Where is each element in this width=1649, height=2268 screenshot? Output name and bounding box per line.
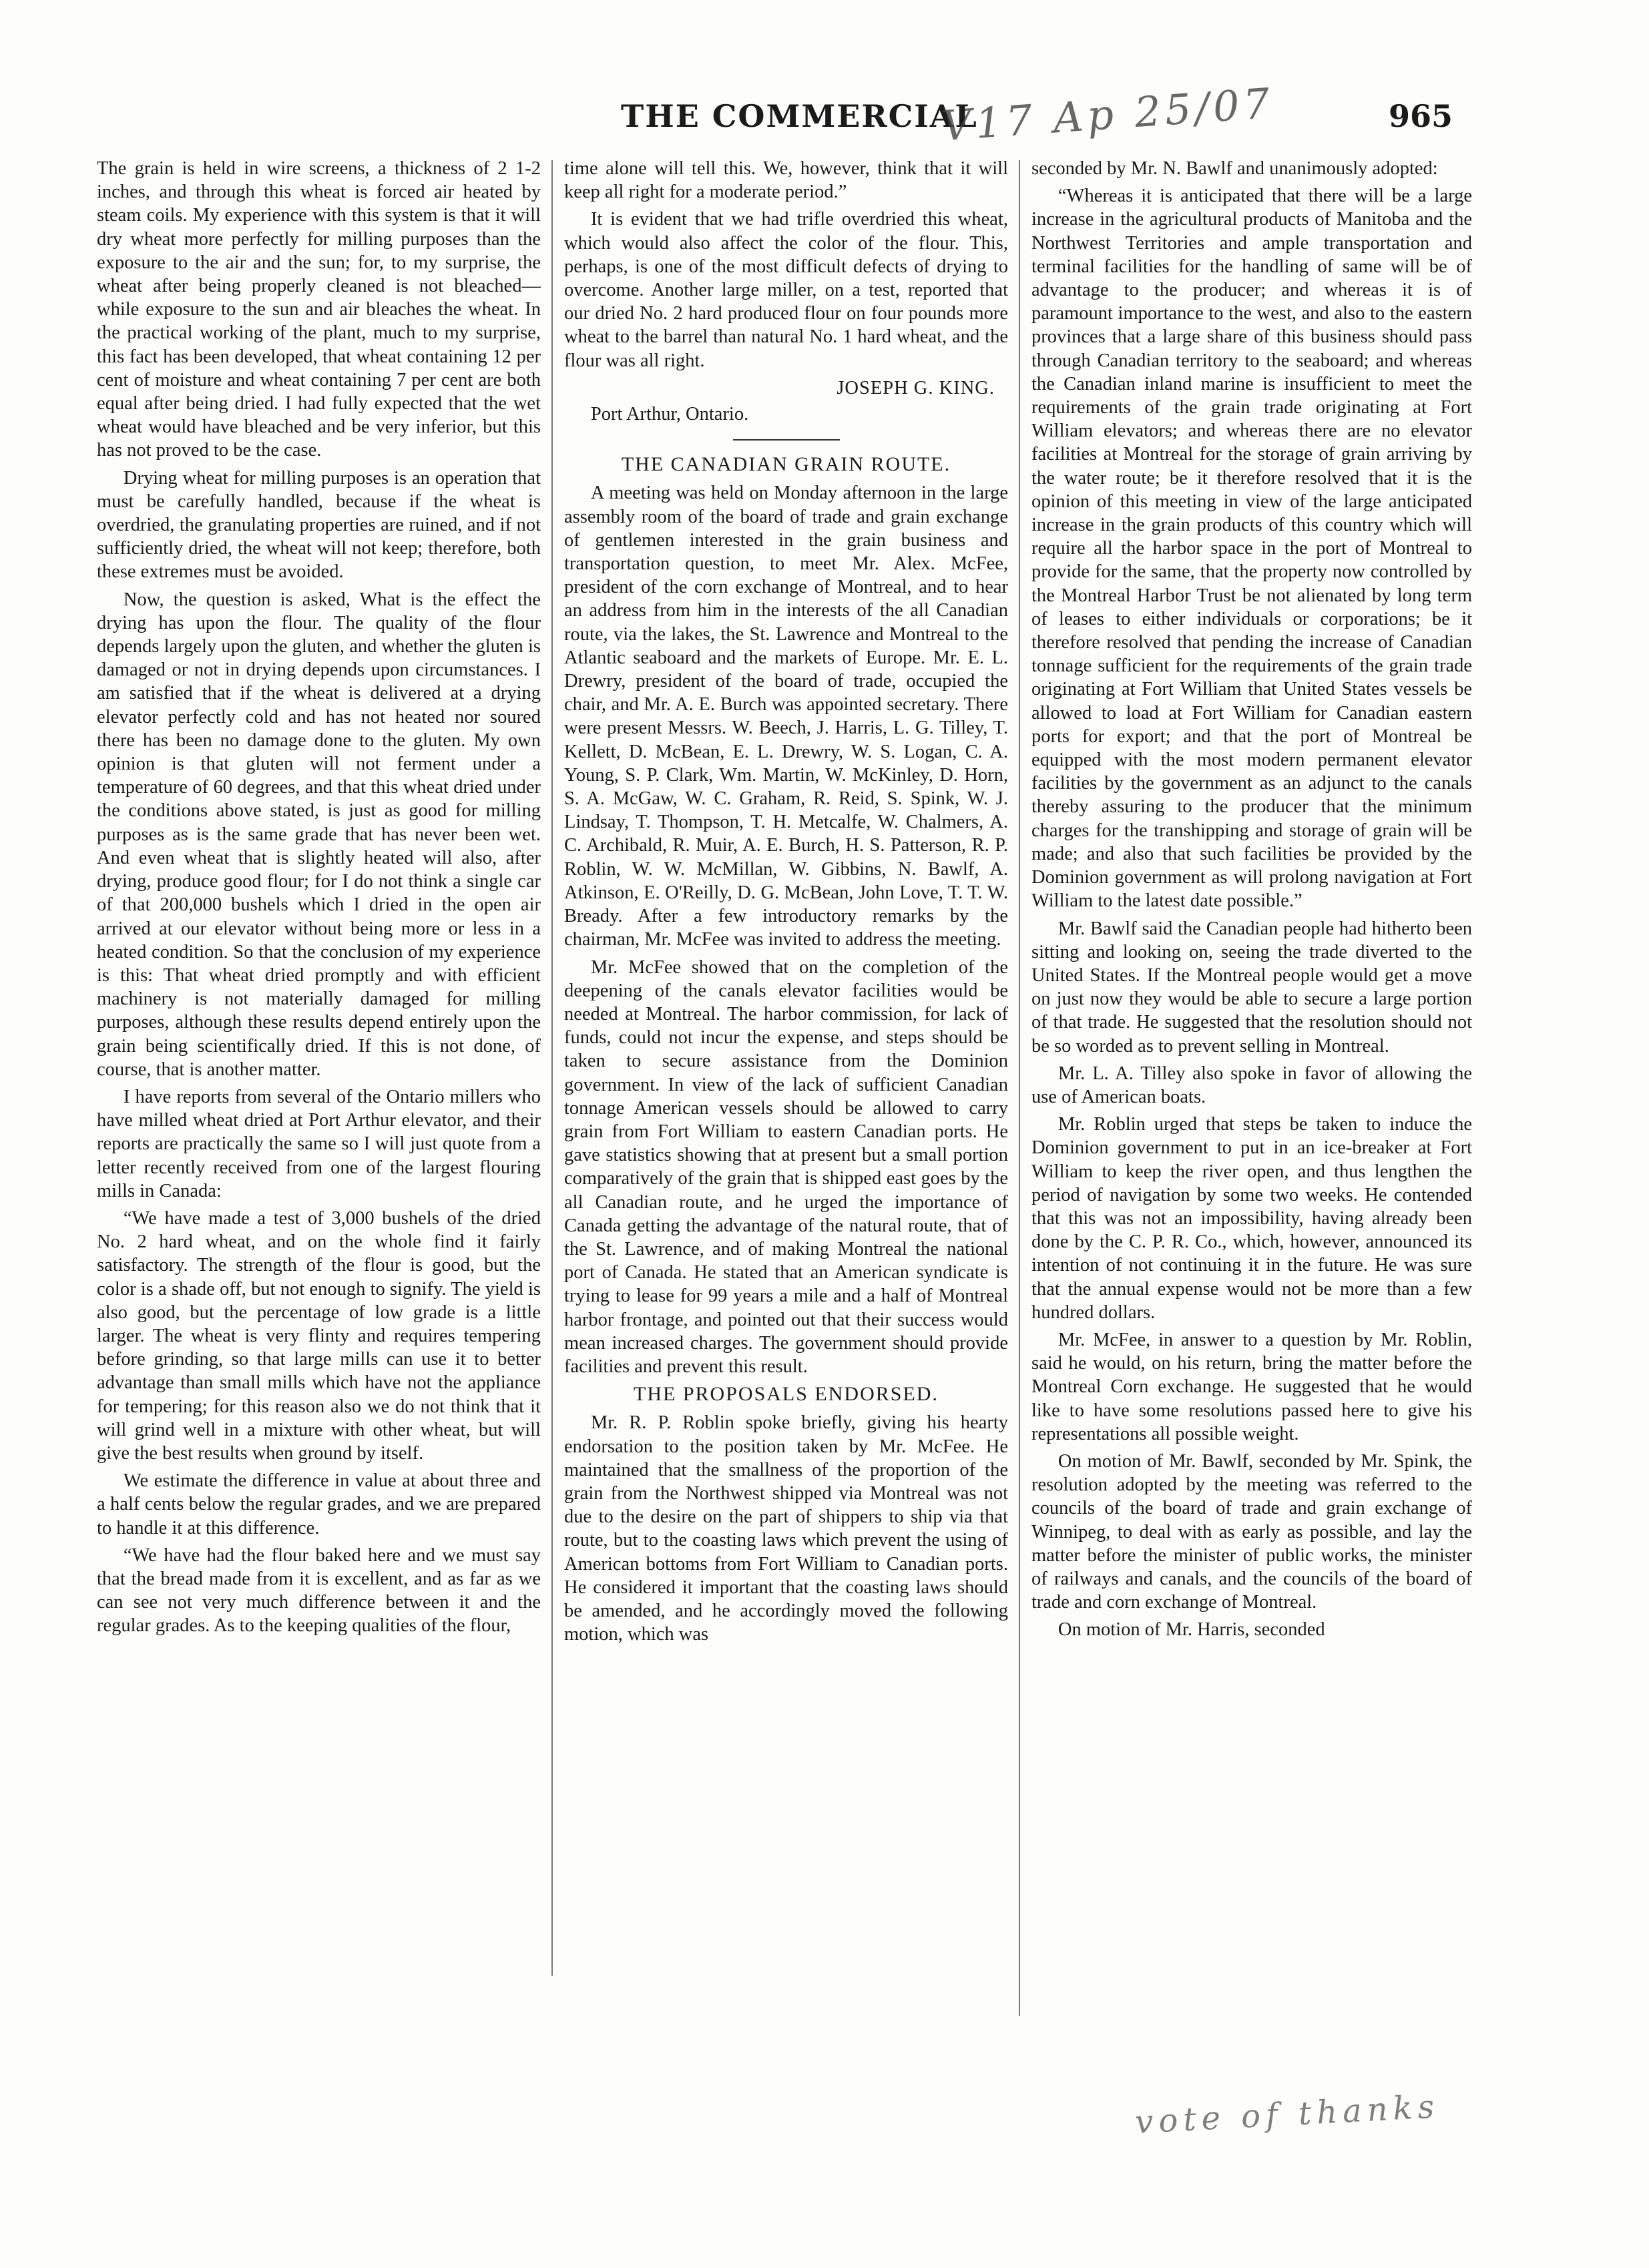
- subsection-heading: THE PROPOSALS ENDORSED.: [634, 1383, 939, 1406]
- article-paragraph: Mr. R. P. Roblin spoke briefly, giving his hearty endorsation to the position taken by Mr. McFee. He maintained that the smallness of the proportion of the grain from the Northwest shipped via Montreal was not due to the desire on the part of shippers to ship via that route, but to the coasting laws which prevent the using of American bottoms from Fort William to Canadian ports. He considered it important that the coasting laws should be amended, and he accordingly moved the following motion, which was: [564, 1412, 1008, 1645]
- resolution-text: “Whereas it is anticipated that there will be a large increase in the agricultural products of Manitoba and the Northwest Territories and ample transportation and terminal facilities for the handling of same will be of advantage to the producer; and whereas it is of paramount importance to the west, and also to the eastern provinces that a large share of this business should pass through Canadian territory to the seaboard; and whereas the Canadian inland marine is insufficient to meet the requirements of the grain trade originating at Fort William elevators; and whereas there are no elevator facilities at Montreal for the storage of grain arriving by the water route; be it therefore resolved that it is the opinion of this meeting in view of the large anticipated increase in the grain products of this country which will require all the harbor space in the port of Montreal to provide for the same, that the property now controlled by the Montreal Harbor Trust be not alienated by long term of leases to either individuals or corporations; be it therefore resolved that pending the increase of Canadian tonnage sufficient for the requirements of the grain trade originating at Fort William that United States vessels be allowed to load at Fort William for Canadian eastern ports for export; and that the port of Montreal be equipped with the most modern permanent elevator facilities by the government as an adjunct to the canals thereby assuring to the producer that the minimum charges for the transhipping and storage of grain will be made; and also that such facilities be provided by the Dominion government as will prolong navigation at Fort William to the latest date possible.”: [1031, 186, 1472, 912]
- column-1: [97, 157, 541, 1906]
- article-paragraph: Mr. McFee showed that on the completion of the deepening of the canals elevator facilities would be needed at Montreal. The harbor commission, for lack of funds, could not incur the expense, and steps should be taken to secure assistance from the Dominion government. In view of the lack of sufficient Canadian tonnage American vessels should be allowed to carry grain from Fort William to eastern Canadian ports. He gave statistics showing that at present but a small portion comparatively of the grain that is shipped east goes by the all Canadian route, and he urged the importance of Canada getting the advantage of the natural route, that of the St. Lawrence, and of making Montreal the national port of Canada. He stated that an American syndicate is trying to lease for 99 years a mile and a half of Montreal harbor frontage, and pointed out that their success would mean increased charges. The government should provide facilities and prevent this result.: [564, 956, 1008, 1377]
- column-divider: [551, 160, 553, 1976]
- article-paragraph: Mr. Roblin urged that steps be taken to induce the Dominion government to put in an ice-breaker at Fort William to keep the river open, and thus lengthen the period of navigation by some two weeks. He contended that this was not an impossibility, having already been done by the C. P. R. Co., which, however, announced its intention of not continuing it in the future. He was sure that the annual expense would not be more than a few hundred dollars.: [1031, 1114, 1472, 1323]
- article-paragraph: seconded by Mr. N. Bawlf and unanimously adopted:: [1031, 158, 1438, 179]
- page-number: 965: [1389, 98, 1453, 134]
- article-paragraph: It is evident that we had trifle overdried this wheat, which would also affect the color of the flour. This, perhaps, is one of the most difficult defects of drying to overcome. Another large miller, on a test, reported that our dried No. 2 hard produced flour on four pounds more wheat to the barrel than natural No. 1 hard wheat, and the flour was all right.: [564, 209, 1008, 371]
- column-2: [564, 157, 1008, 2026]
- article-paragraph: On motion of Mr. Bawlf, seconded by Mr. Spink, the resolution adopted by the meeting was referred to the councils of the board of trade and grain exchange of Winnipeg, to deal with as early as possible, and lay the matter before the minister of public works, the minister of railways and canals, and the councils of the board of trade and corn exchange of Montreal.: [1031, 1450, 1472, 1613]
- article-paragraph: Mr. Bawlf said the Canadian people had hitherto been sitting and looking on, seeing the trade diverted to the United States. If the Montreal people would get a move on just now they would be able to secure a large portion of that trade. He suggested that the resolution should not be so worded as to prevent selling in Montreal.: [1031, 918, 1472, 1057]
- article-paragraph: Mr. McFee, in answer to a question by Mr. Roblin, said he would, on his return, bring the matter before the Montreal Corn exchange. He suggested that he would like to have some resolutions passed here to give his representations all possible weight.: [1031, 1329, 1472, 1444]
- page-header: [0, 78, 1649, 151]
- section-divider: [733, 439, 840, 441]
- article-paragraph: Drying wheat for milling purposes is an operation that must be carefully handled, because if the wheat is overdried, the granulating properties are ruined, and if not sufficiently dried, the wheat will not keep; therefore, both these extremes must be avoided.: [97, 467, 541, 583]
- article-paragraph: The grain is held in wire screens, a thickness of 2 1-2 inches, and through this wheat is forced air heated by steam coils. My experience with this system is that it will dry wheat more perfectly for milling purposes than the exposure to the air and the sun; for, to my surprise, the wheat after being properly cleaned is not bleached—while exposure to the sun and air bleaches the wheat. In the practical working of the plant, much to my surprise, this fact has been developed, that wheat containing 12 per cent of moisture and wheat containing 7 per cent are both equal after being dried. I had fully expected that the wet wheat would have bleached and be very inferior, but this has not proved to be the case.: [97, 158, 541, 461]
- author-signature: JOSEPH G. KING.: [837, 377, 995, 398]
- article-paragraph: A meeting was held on Monday afternoon in the large assembly room of the board of trade and grain exchange of gentlemen interested in the grain business and transportation question, to meet Mr. Alex. McFee, president of the corn exchange of Montreal, and to hear an address from him in the interests of the all Canadian route, via the lakes, the St. Lawrence and Montreal to the Atlantic seaboard and the markets of Europe. Mr. E. L. Drewry, president of the board of trade, occupied the chair, and Mr. A. E. Burch was appointed secretary. There were present Messrs. W. Beech, J. Harris, L. G. Tilley, T. Kellett, D. McBean, E. L. Drewry, W. S. Logan, C. A. Young, S. P. Clark, Wm. Martin, W. McKinley, D. Horn, S. A. McGaw, W. C. Graham, R. Reid, S. Spink, W. J. Lindsay, T. Thompson, T. H. Metcalfe, W. Chalmers, A. C. Archibald, R. Muir, A. E. Burch, H. S. Patterson, R. P. Roblin, W. W. McMillan, W. Gibbins, N. Bawlf, A. Atkinson, E. O'Reilly, D. G. McBean, John Love, T. T. W. Bready. After a few introductory remarks by the chairman, Mr. McFee was invited to address the meeting.: [564, 483, 1008, 950]
- column-divider: [1019, 160, 1020, 2016]
- article-paragraph: Now, the question is asked, What is the effect the drying has upon the flour. The quality of the flour depends largely upon the gluten, and whether the gluten is damaged or not in drying depends upon circumstances. I am satisfied that if the wheat is delivered at a drying elevator perfectly cold and has not heated nor soured there has been no damage done to the gluten. My own opinion is that gluten will not ferment under a temperature of 60 degrees, and that this wheat dried under the conditions above stated, is just as good for milling purposes as is the same grade that has never been wet. And even wheat that is slightly heated will also, after drying, produce good flour; for I do not think a single car of that 200,000 bushels which I dried in the open air arrived at our elevator without being more or less in a heated condition. So that the conclusion of my experience is this: That wheat dried promptly and with efficient machinery is not materially damaged for milling purposes, although these results depend entirely upon the grain being scientifically dried. If this is not done, of course, that is another matter.: [97, 589, 541, 1080]
- section-heading: THE CANADIAN GRAIN ROUTE.: [621, 453, 951, 476]
- publication-title: THE COMMERCIAL: [621, 98, 978, 134]
- quoted-letter-paragraph: “We have had the flour baked here and we must say that the bread made from it is excellent, and as far as we can see not very much difference between it and the regular grades. As to the keeping qualities of the flour,: [97, 1544, 541, 1637]
- article-paragraph: time alone will tell this. We, however, think that it will keep all right for a moderate period.”: [564, 158, 1008, 203]
- author-location: Port Arthur, Ontario.: [590, 404, 749, 425]
- column-3: [1031, 157, 1472, 2012]
- article-paragraph: Mr. L. A. Tilley also spoke in favor of allowing the use of American boats.: [1031, 1063, 1472, 1107]
- article-paragraph: On motion of Mr. Harris, seconded: [1057, 1619, 1325, 1641]
- handwritten-footer-annotation: vote of thanks: [1134, 2088, 1441, 2141]
- quoted-letter-paragraph: “We have made a test of 3,000 bushels of the dried No. 2 hard wheat, and on the whole find it fairly satisfactory. The strength of the flour is good, but the color is a shade off, but not enough to signify. The yield is also good, but the percentage of low grade is a little larger. The wheat is very flinty and requires tempering before grinding, so that large mills can use it to better advantage than small mills which have not the appliance for tempering; for this reason also we do not think that it will grind well in a mixture with other wheat, but will give the best results when ground by itself.: [97, 1207, 541, 1464]
- article-paragraph: I have reports from several of the Ontario millers who have milled wheat dried at Port Arthur elevator, and their reports are practically the same so I will just quote from a letter recently received from one of the largest flouring mills in Canada:: [97, 1086, 541, 1201]
- handwritten-annotation: V17 Ap 25/07: [940, 78, 1276, 151]
- quoted-letter-paragraph: We estimate the difference in value at about three and a half cents below the regular grades, and we are prepared to handle it at this difference.: [97, 1470, 541, 1538]
